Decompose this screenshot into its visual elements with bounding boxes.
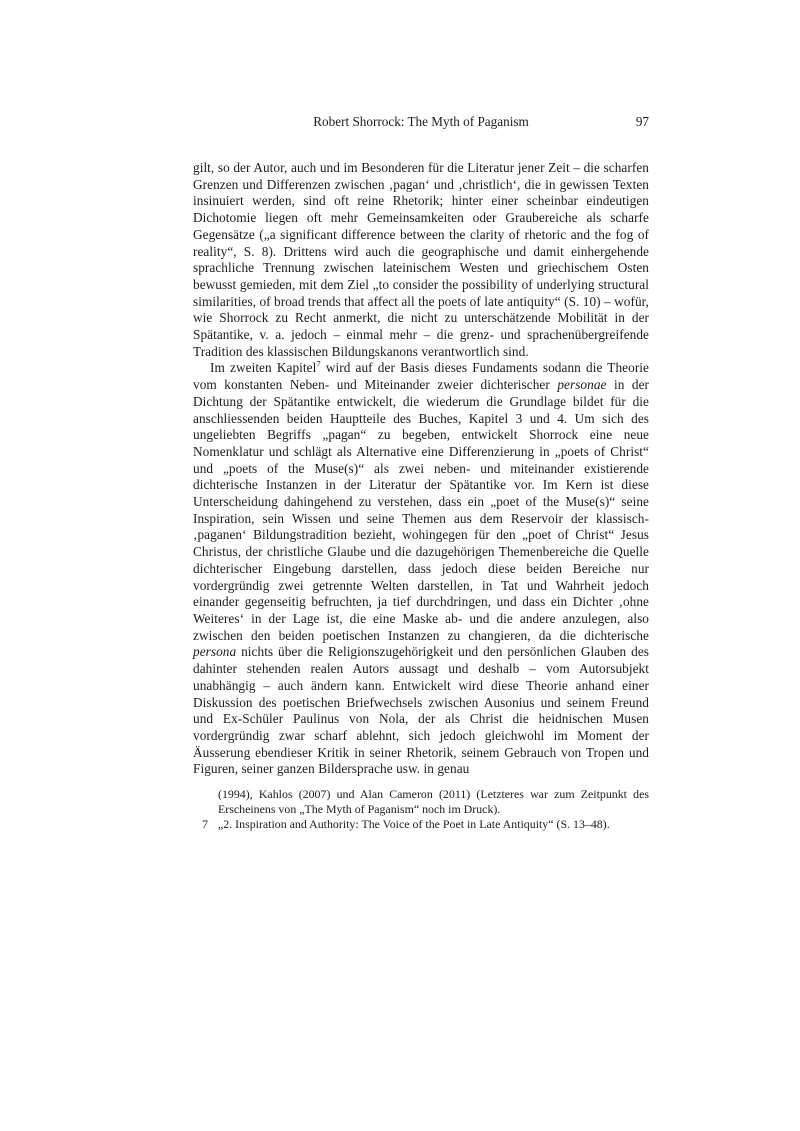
paragraph: [193, 360, 649, 778]
italic-term: persona: [193, 644, 237, 660]
text-segment: wird auf der Basis dieses Fundaments sodann die Theorie vom konstanten Neben- und Miteinander zweier dichterischer: [193, 360, 649, 393]
text-segment: Im zweiten Kapitel: [210, 360, 317, 376]
page-header: [193, 114, 649, 130]
footnote-text: (1994), Kahlos (2007) und Alan Cameron (2011) (Letzteres war zum Zeitpunkt des Erscheinens von „The Myth of Paganism“ noch im Druck).: [218, 787, 649, 817]
text-block: [193, 114, 649, 833]
text-segment: in der Dichtung der Spätantike entwickelt, die wiederum die Grundlage bildet für die anschliessenden beiden Hauptteile des Buches, Kapitel 3 und 4. Um sich des ungeliebten Begriffs „pagan“ zu begeben, entwickelt Shorrock eine neue Nomenklatur und schlägt als Alternative eine Differenzierung in „poets of Christ“ und „poets of the Muse(s)“ als zwei neben- und miteinander existierende dichterische Instanzen in der Literatur der Spätantike vor. Im Kern ist diese Unterscheidung dahingehend zu verstehen, dass ein „poet of the Muse(s)“ seine Inspiration, sein Wissen und seine Themen aus dem Reservoir der klassisch-‚paganen‘ Bildungstradition bezieht, wohingegen für den „poet of Christ“ Jesus Christus, der christliche Glaube und die dazugehörigen Themenbereiche die Quelle dichterischer Eingebung darstellen, dass jedoch diese beiden Bereiche nur vordergründig zwei getrennte Welten darstellen, in Tat und Wahrheit jedoch einander gegenseitig befruchten, ja tief durchdringen, und dass ein Dichter ‚ohne Weiteres‘ in der Lage ist, die eine Maske ab- und die andere anzulegen, also zwischen den beiden poetischen Instanzen zu changieren, da die dichterische: [193, 377, 650, 643]
footnote-marker: [202, 787, 218, 817]
footnote-text: „2. Inspiration and Authority: The Voice of the Poet in Late Antiquity“ (S. 13–48).: [218, 817, 610, 832]
italic-term: personae: [557, 377, 607, 393]
footnotes: [193, 787, 649, 833]
page-number: 97: [635, 114, 649, 129]
footnote: [193, 787, 649, 817]
footnote-reference: 7: [316, 359, 321, 370]
footnote-marker: 7: [202, 817, 208, 832]
body-text: [193, 160, 649, 778]
paragraph: [193, 160, 649, 360]
running-title: Robert Shorrock: The Myth of Paganism: [313, 114, 529, 129]
text-segment: nichts über die Religionszugehörigkeit und den persönlichen Glauben des dahinter stehenden realen Autors aussagt und deshalb – vom Autorsubjekt unabhängig – auch ändern kann. Entwickelt wird diese Theorie anhand einer Diskussion des poetischen Briefwechsels zwischen Ausonius und seinem Freund und Ex-Schüler Paulinus von Nola, der als Christ die heidnischen Musen vordergründig zwar scharf ablehnt, sich jedoch gleichwohl im Moment der Äusserung ebendieser Kritik in seiner Rhetorik, seinem Gebrauch von Tropen und Figuren, seiner ganzen Bildersprache usw. in genau: [193, 644, 649, 777]
footnote: [193, 817, 649, 832]
text-segment: gilt, so der Autor, auch und im Besonderen für die Literatur jener Zeit – die scharfen Grenzen und Differenzen zwischen ‚pagan‘ und ‚christlich‘, die in gewissen Texten insinuiert werden, sind oft reine Rhetorik; hinter einer scheinbar eindeutigen Dichotomie liegen oft mehr Gemeinsamkeiten oder Graubereiche als scharfe Gegensätze („a significant difference between the clarity of rhetoric and the fog of reality“, S. 8). Drittens wird auch die geographische und damit einhergehende sprachliche Trennung zwischen lateinischem Westen und griechischem Osten bewusst gemieden, mit dem Ziel „to consider the possibility of underlying structural similarities, of broad trends that affect all the poets of late antiquity“ (S. 10) – wofür, wie Shorrock zu Recht anmerkt, die nicht zu unterschätzende Mobilität in der Spätantike, v. a. jedoch – einmal mehr – die grenz- und sprachenübergreifende Tradition des klassischen Bildungskanons verantwortlich sind.: [193, 160, 649, 359]
